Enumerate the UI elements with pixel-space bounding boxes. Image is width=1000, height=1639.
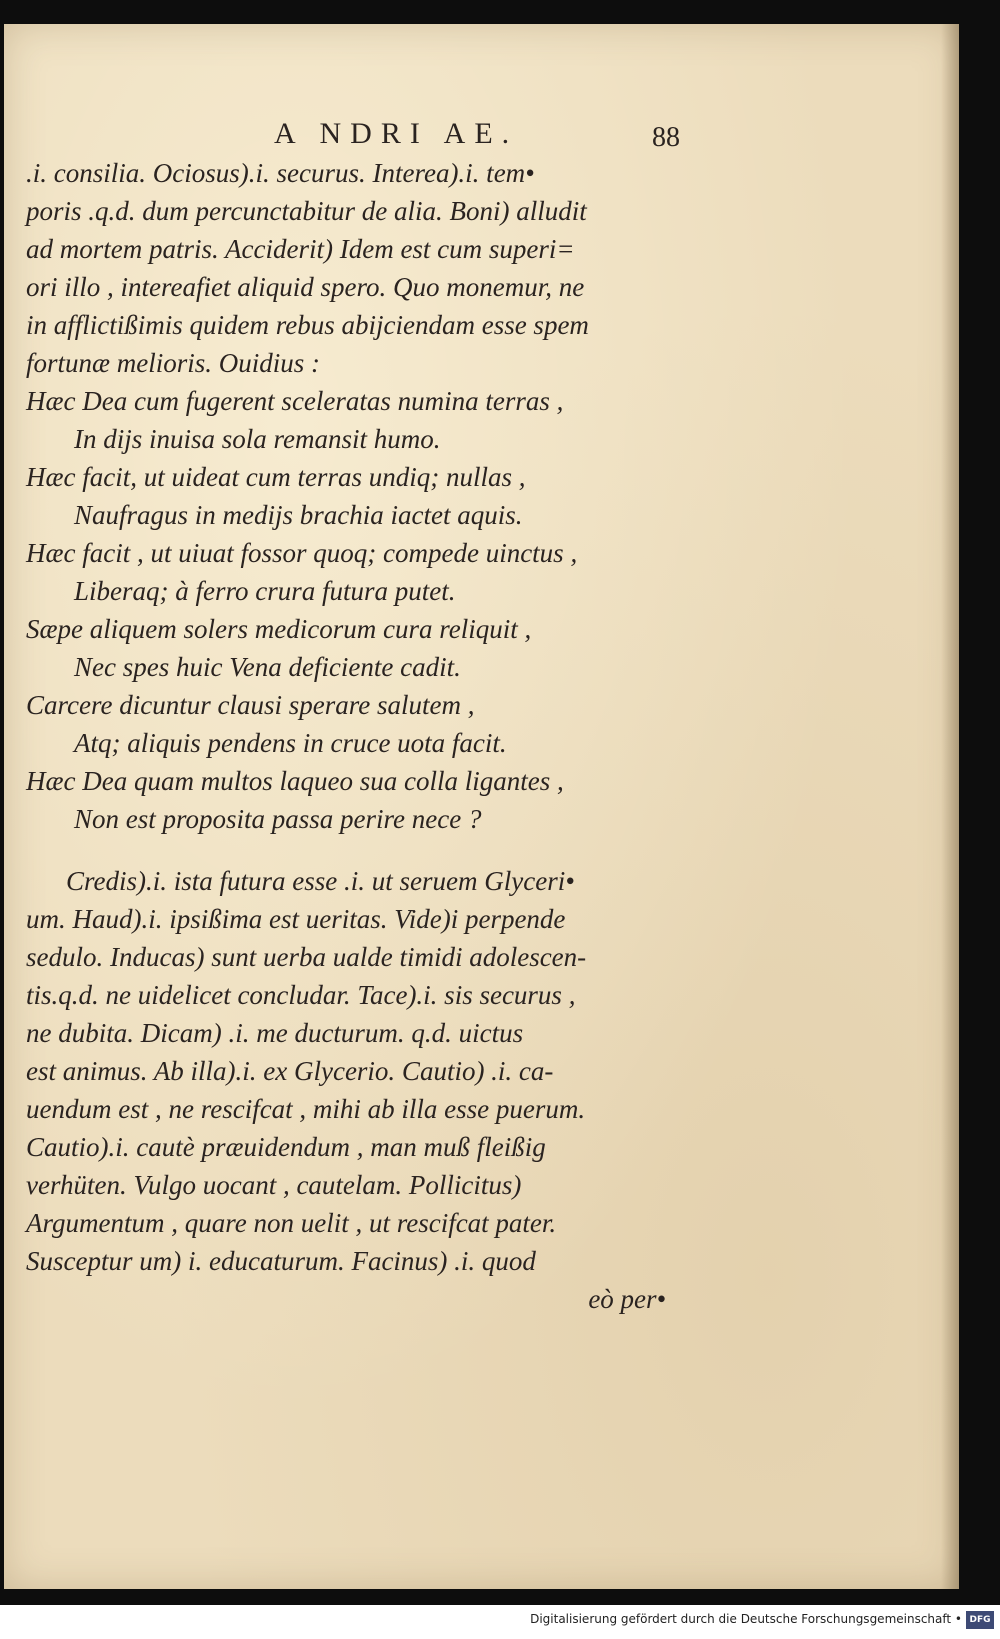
commentary-line: Cautio).i. cautè præuidendum , man muß fleißig xyxy=(26,1132,546,1162)
footer-bar xyxy=(0,1605,1000,1639)
funding-credit: Digitalisierung gefördert durch die Deutsche Forschungsgemeinschaft • xyxy=(530,1612,962,1626)
commentary-line: tis.q.d. ne uidelicet concludar. Tace).i. sis securus , xyxy=(26,980,576,1010)
commentary-line: um. Haud).i. ipsißima est ueritas. Vide)i perpende xyxy=(26,904,566,934)
catchword: eò per• xyxy=(588,1284,666,1314)
poem-line: Sæpe aliquem solers medicorum cura reliquit , xyxy=(26,614,532,644)
page-edge-shadow xyxy=(941,24,959,1589)
poem-line: Atq; aliquis pendens in cruce uota facit. xyxy=(74,728,507,758)
commentary-line: Argumentum , quare non uelit , ut rescifcat pater. xyxy=(26,1208,557,1238)
paragraph-gap xyxy=(26,838,696,862)
poem-line: Hæc Dea cum fugerent sceleratas numina terras , xyxy=(26,386,564,416)
page-number: 88 xyxy=(652,122,680,153)
commentary-line: est animus. Ab illa).i. ex Glycerio. Cautio) .i. ca- xyxy=(26,1056,554,1086)
running-head: A NDRI AE. xyxy=(274,117,519,150)
poem-line: Hæc facit , ut uiuat fossor quoq; compede uinctus , xyxy=(26,538,578,568)
poem-line: Carcere dicuntur clausi sperare salutem , xyxy=(26,690,475,720)
text-line: ori illo , intereafiet aliquid spero. Quo monemur, ne xyxy=(26,272,585,302)
poem-line: Liberaq; à ferro crura futura putet. xyxy=(74,576,456,606)
dfg-logo: DFG xyxy=(966,1611,994,1629)
commentary-line: Susceptur um) i. educaturum. Facinus) .i. quod xyxy=(26,1246,536,1276)
poem-line: Hæc facit, ut uideat cum terras undiq; nullas , xyxy=(26,462,526,492)
poem-line: Naufragus in medijs brachia iactet aquis. xyxy=(74,500,523,530)
text-line: ad mortem patris. Acciderit) Idem est cum superi= xyxy=(26,234,575,264)
poem-line: Hæc Dea quam multos laqueo sua colla ligantes , xyxy=(26,766,564,796)
commentary-line: Credis).i. ista futura esse .i. ut seruem Glyceri• xyxy=(66,866,575,896)
poem-line: Non est proposita passa perire nece ? xyxy=(74,804,482,834)
text-line: fortunæ melioris. Ouidius : xyxy=(26,348,321,378)
page-text xyxy=(26,154,696,1318)
text-line: poris .q.d. dum percunctabitur de alia. Boni) alludit xyxy=(26,196,587,226)
poem-line: Nec spes huic Vena deficiente cadit. xyxy=(74,652,461,682)
poem-line: In dijs inuisa sola remansit humo. xyxy=(74,424,441,454)
commentary-line: ne dubita. Dicam) .i. me ducturum. q.d. uictus xyxy=(26,1018,524,1048)
commentary-line: uendum est , ne rescifcat , mihi ab illa esse puerum. xyxy=(26,1094,586,1124)
commentary-line: sedulo. Inducas) sunt uerba ualde timidi adolescen- xyxy=(26,942,587,972)
text-line: in afflictißimis quidem rebus abijciendam esse spem xyxy=(26,310,589,340)
book-page xyxy=(4,24,959,1589)
text-line: .i. consilia. Ociosus).i. securus. Interea).i. tem• xyxy=(26,158,535,188)
commentary-line: verhüten. Vulgo uocant , cautelam. Pollicitus) xyxy=(26,1170,522,1200)
